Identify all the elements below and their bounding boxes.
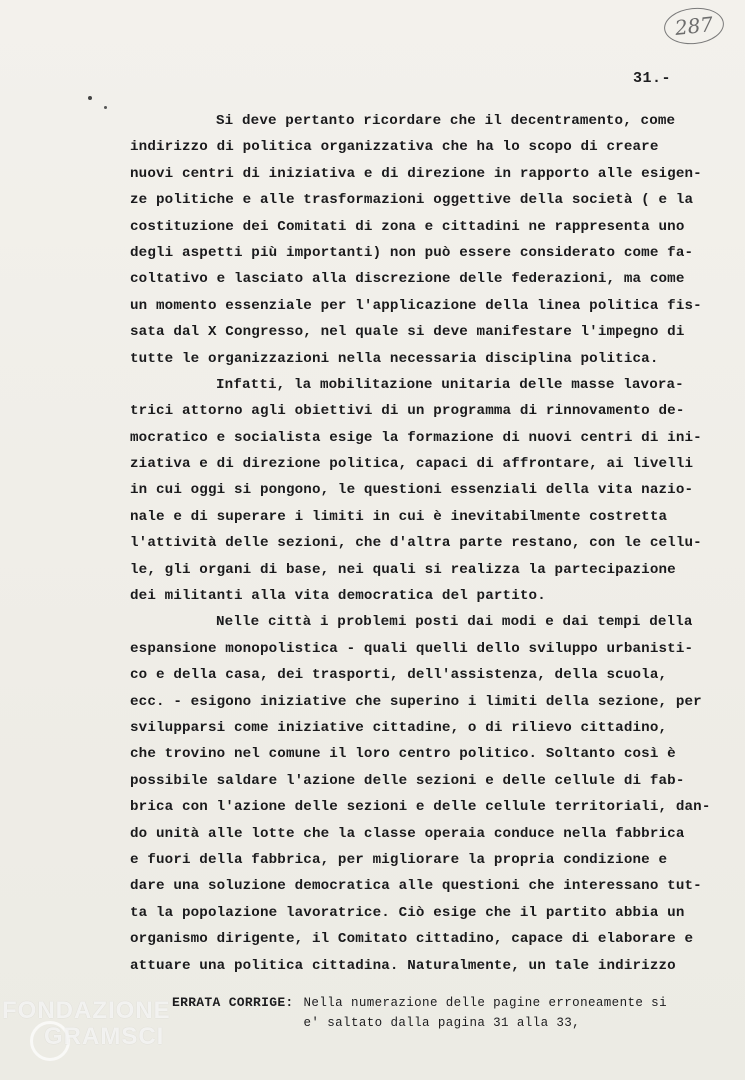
- text-line: l'attività delle sezioni, che d'altra parte restano, con le cellu-: [130, 535, 702, 552]
- watermark-line: FONDAZIONE: [2, 997, 171, 1024]
- text-line: ecc. - esigono iniziative che superino i limiti della sezione, per: [130, 693, 702, 710]
- watermark-line: GRAMSCI: [44, 1023, 165, 1050]
- text-line: tutte le organizzazioni nella necessaria disciplina politica.: [130, 350, 659, 367]
- text-line: attuare una politica cittadina. Naturalmente, un tale indirizzo: [130, 957, 676, 974]
- body-text: [130, 108, 720, 979]
- text-line: Infatti, la mobilitazione unitaria delle masse lavora-: [216, 376, 684, 393]
- text-line: che trovino nel comune il loro centro politico. Soltanto così è: [130, 746, 676, 763]
- text-line: in cui oggi si pongono, le questioni essenziali della vita nazio-: [130, 482, 694, 499]
- text-line: degli aspetti più importanti) non può essere considerato come fa-: [130, 244, 694, 261]
- text-line: do unità alle lotte che la classe operaia conduce nella fabbrica: [130, 825, 685, 842]
- text-line: ziativa e di direzione politica, capaci di affrontare, ai livelli: [130, 456, 694, 473]
- text-line: espansione monopolistica - quali quelli dello sviluppo urbanisti-: [130, 640, 694, 657]
- text-line: un momento essenziale per l'applicazione della linea politica fis-: [130, 297, 702, 314]
- text-line: Nelle città i problemi posti dai modi e dai tempi della: [216, 614, 693, 631]
- text-line: possibile saldare l'azione delle sezioni e delle cellule di fab-: [130, 772, 685, 789]
- archive-watermark: [0, 995, 171, 1080]
- ink-dot: [104, 106, 107, 109]
- text-line: nale e di superare i limiti in cui è inevitabilmente costretta: [130, 508, 668, 525]
- errata-line: Nella numerazione delle pagine erroneamente si: [303, 996, 667, 1010]
- errata-line: e' saltato dalla pagina 31 alla 33,: [303, 1016, 581, 1030]
- text-line: ta la popolazione lavoratrice. Ciò esige che il partito abbia un: [130, 904, 685, 921]
- text-line: dei militanti alla vita democratica del partito.: [130, 588, 546, 605]
- text-line: brica con l'azione delle sezioni e delle cellule territoriali, dan-: [130, 799, 711, 816]
- errata-corrige: [172, 993, 732, 1033]
- text-line: mocratico e socialista esige la formazione di nuovi centri di ini-: [130, 429, 702, 446]
- text-line: le, gli organi di base, nei quali si realizza la partecipazione: [130, 561, 676, 578]
- text-line: trici attorno agli obiettivi di un programma di rinnovamento de-: [130, 403, 685, 420]
- text-line: nuovi centri di iniziativa e di direzione in rapporto alle esigen-: [130, 165, 702, 182]
- text-line: ze politiche e alle trasformazioni oggettive della società ( e la: [130, 192, 694, 209]
- errata-text: [304, 993, 667, 1033]
- text-line: svilupparsi come iniziative cittadine, o di rilievo cittadino,: [130, 719, 668, 736]
- text-line: sata dal X Congresso, nel quale si deve manifestare l'impegno di: [130, 324, 685, 341]
- text-line: costituzione dei Comitati di zona e cittadini ne rappresenta uno: [130, 218, 685, 235]
- page-number: 31.-: [633, 70, 672, 87]
- text-line: dare una soluzione democratica alle questioni che interessano tut-: [130, 878, 702, 895]
- archive-number: 287: [673, 12, 715, 40]
- text-line: coltativo e lasciato alla discrezione delle federazioni, ma come: [130, 271, 685, 288]
- text-line: co e della casa, dei trasporti, dell'assistenza, della scuola,: [130, 667, 668, 684]
- archive-number-stamp: [662, 5, 725, 47]
- text-line: e fuori della fabbrica, per migliorare la propria condizione e: [130, 851, 668, 868]
- errata-label: ERRATA CORRIGE:: [172, 995, 294, 1010]
- text-line: indirizzo di politica organizzativa che ha lo scopo di creare: [130, 139, 659, 156]
- text-line: organismo dirigente, il Comitato cittadino, capace di elaborare e: [130, 931, 694, 948]
- ink-dot: [88, 96, 92, 100]
- text-line: Si deve pertanto ricordare che il decentramento, come: [216, 113, 676, 129]
